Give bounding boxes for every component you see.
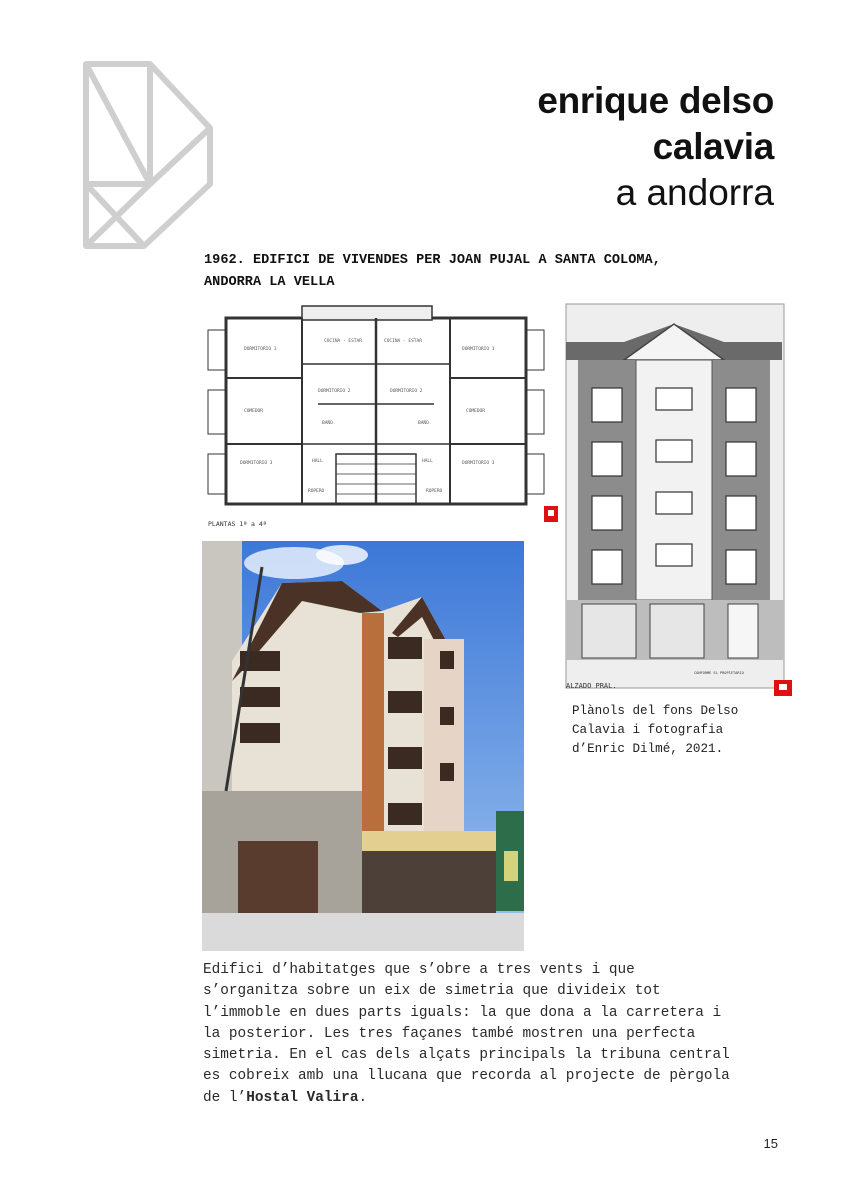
- caption-line-2: Calavia i fotografia: [572, 723, 724, 737]
- plan-room-label: COMEDOR: [466, 409, 485, 414]
- body-paragraph: [203, 960, 783, 1109]
- body-text-prefix: de l’: [203, 1089, 247, 1106]
- delso-logo: [80, 60, 214, 250]
- plan-room-label: BAÑO: [418, 421, 429, 426]
- archive-stamp-icon: [544, 506, 558, 522]
- section-heading: [204, 250, 774, 294]
- plan-room-label: HALL: [312, 459, 323, 464]
- title-line-3: a andorra: [615, 172, 774, 213]
- body-line-last: [203, 1088, 783, 1109]
- archive-stamp-icon: [774, 680, 792, 696]
- plan-room-label: ROPERO: [308, 489, 325, 494]
- body-text-suffix: .: [358, 1089, 368, 1106]
- body-line: simetria. En el cas dels alçats principals la tribuna central: [203, 1047, 730, 1064]
- building-photograph: [202, 541, 524, 951]
- plan-room-label: DORMITORIO 1: [244, 347, 277, 352]
- plan-room-label: DORMITORIO 2: [390, 389, 423, 394]
- body-line: la posterior. Les tres façanes també mostren una perfecta: [203, 1025, 696, 1042]
- page-number: 15: [763, 1136, 778, 1151]
- body-line: l’immoble en dues parts iguals: la que dona a la carretera i: [203, 1004, 722, 1021]
- plan-label: PLANTAS 1ª a 4ª: [208, 520, 267, 528]
- plan-room-label: HALL: [422, 459, 433, 464]
- body-line: es cobreix amb una llucana que recorda al projecte de pèrgola: [203, 1068, 730, 1085]
- caption-line-1: Plànols del fons Delso: [572, 704, 739, 718]
- floor-plan-drawing: [204, 304, 560, 530]
- plan-room-label: DORMITORIO 3: [462, 461, 495, 466]
- elevation-label: ALZADO PRAL.: [566, 682, 617, 690]
- plan-room-label: DORMITORIO 2: [318, 389, 351, 394]
- title-line-2: calavia: [652, 126, 774, 167]
- image-caption: [572, 702, 772, 759]
- plan-room-label: DORMITORIO 1: [462, 347, 495, 352]
- elevation-stamp: CONFORME EL PROPIETARIO: [694, 671, 744, 675]
- plan-room-label: COCINA - ESTAR: [324, 339, 362, 344]
- plan-room-label: COMEDOR: [244, 409, 263, 414]
- title-line-1: enrique delso: [537, 80, 774, 121]
- plan-room-label: COCINA - ESTAR: [384, 339, 422, 344]
- hostal-valira-emphasis: Hostal Valira: [246, 1089, 359, 1106]
- heading-line-1: 1962. EDIFICI DE VIVENDES PER JOAN PUJAL A SANTA COLOMA,: [204, 253, 661, 268]
- caption-line-3: d’Enric Dilmé, 2021.: [572, 742, 724, 756]
- plan-room-label: DORMITORIO 3: [240, 461, 273, 466]
- plan-room-label: BAÑO: [322, 421, 333, 426]
- body-line: s’organitza sobre un eix de simetria que divideix tot: [203, 983, 661, 1000]
- plan-room-label: ROPERO: [426, 489, 443, 494]
- heading-line-2: ANDORRA LA VELLA: [204, 275, 335, 290]
- publication-title: [537, 78, 774, 216]
- elevation-drawing: [564, 302, 794, 698]
- body-line: Edifici d’habitatges que s’obre a tres vents i que: [203, 962, 635, 978]
